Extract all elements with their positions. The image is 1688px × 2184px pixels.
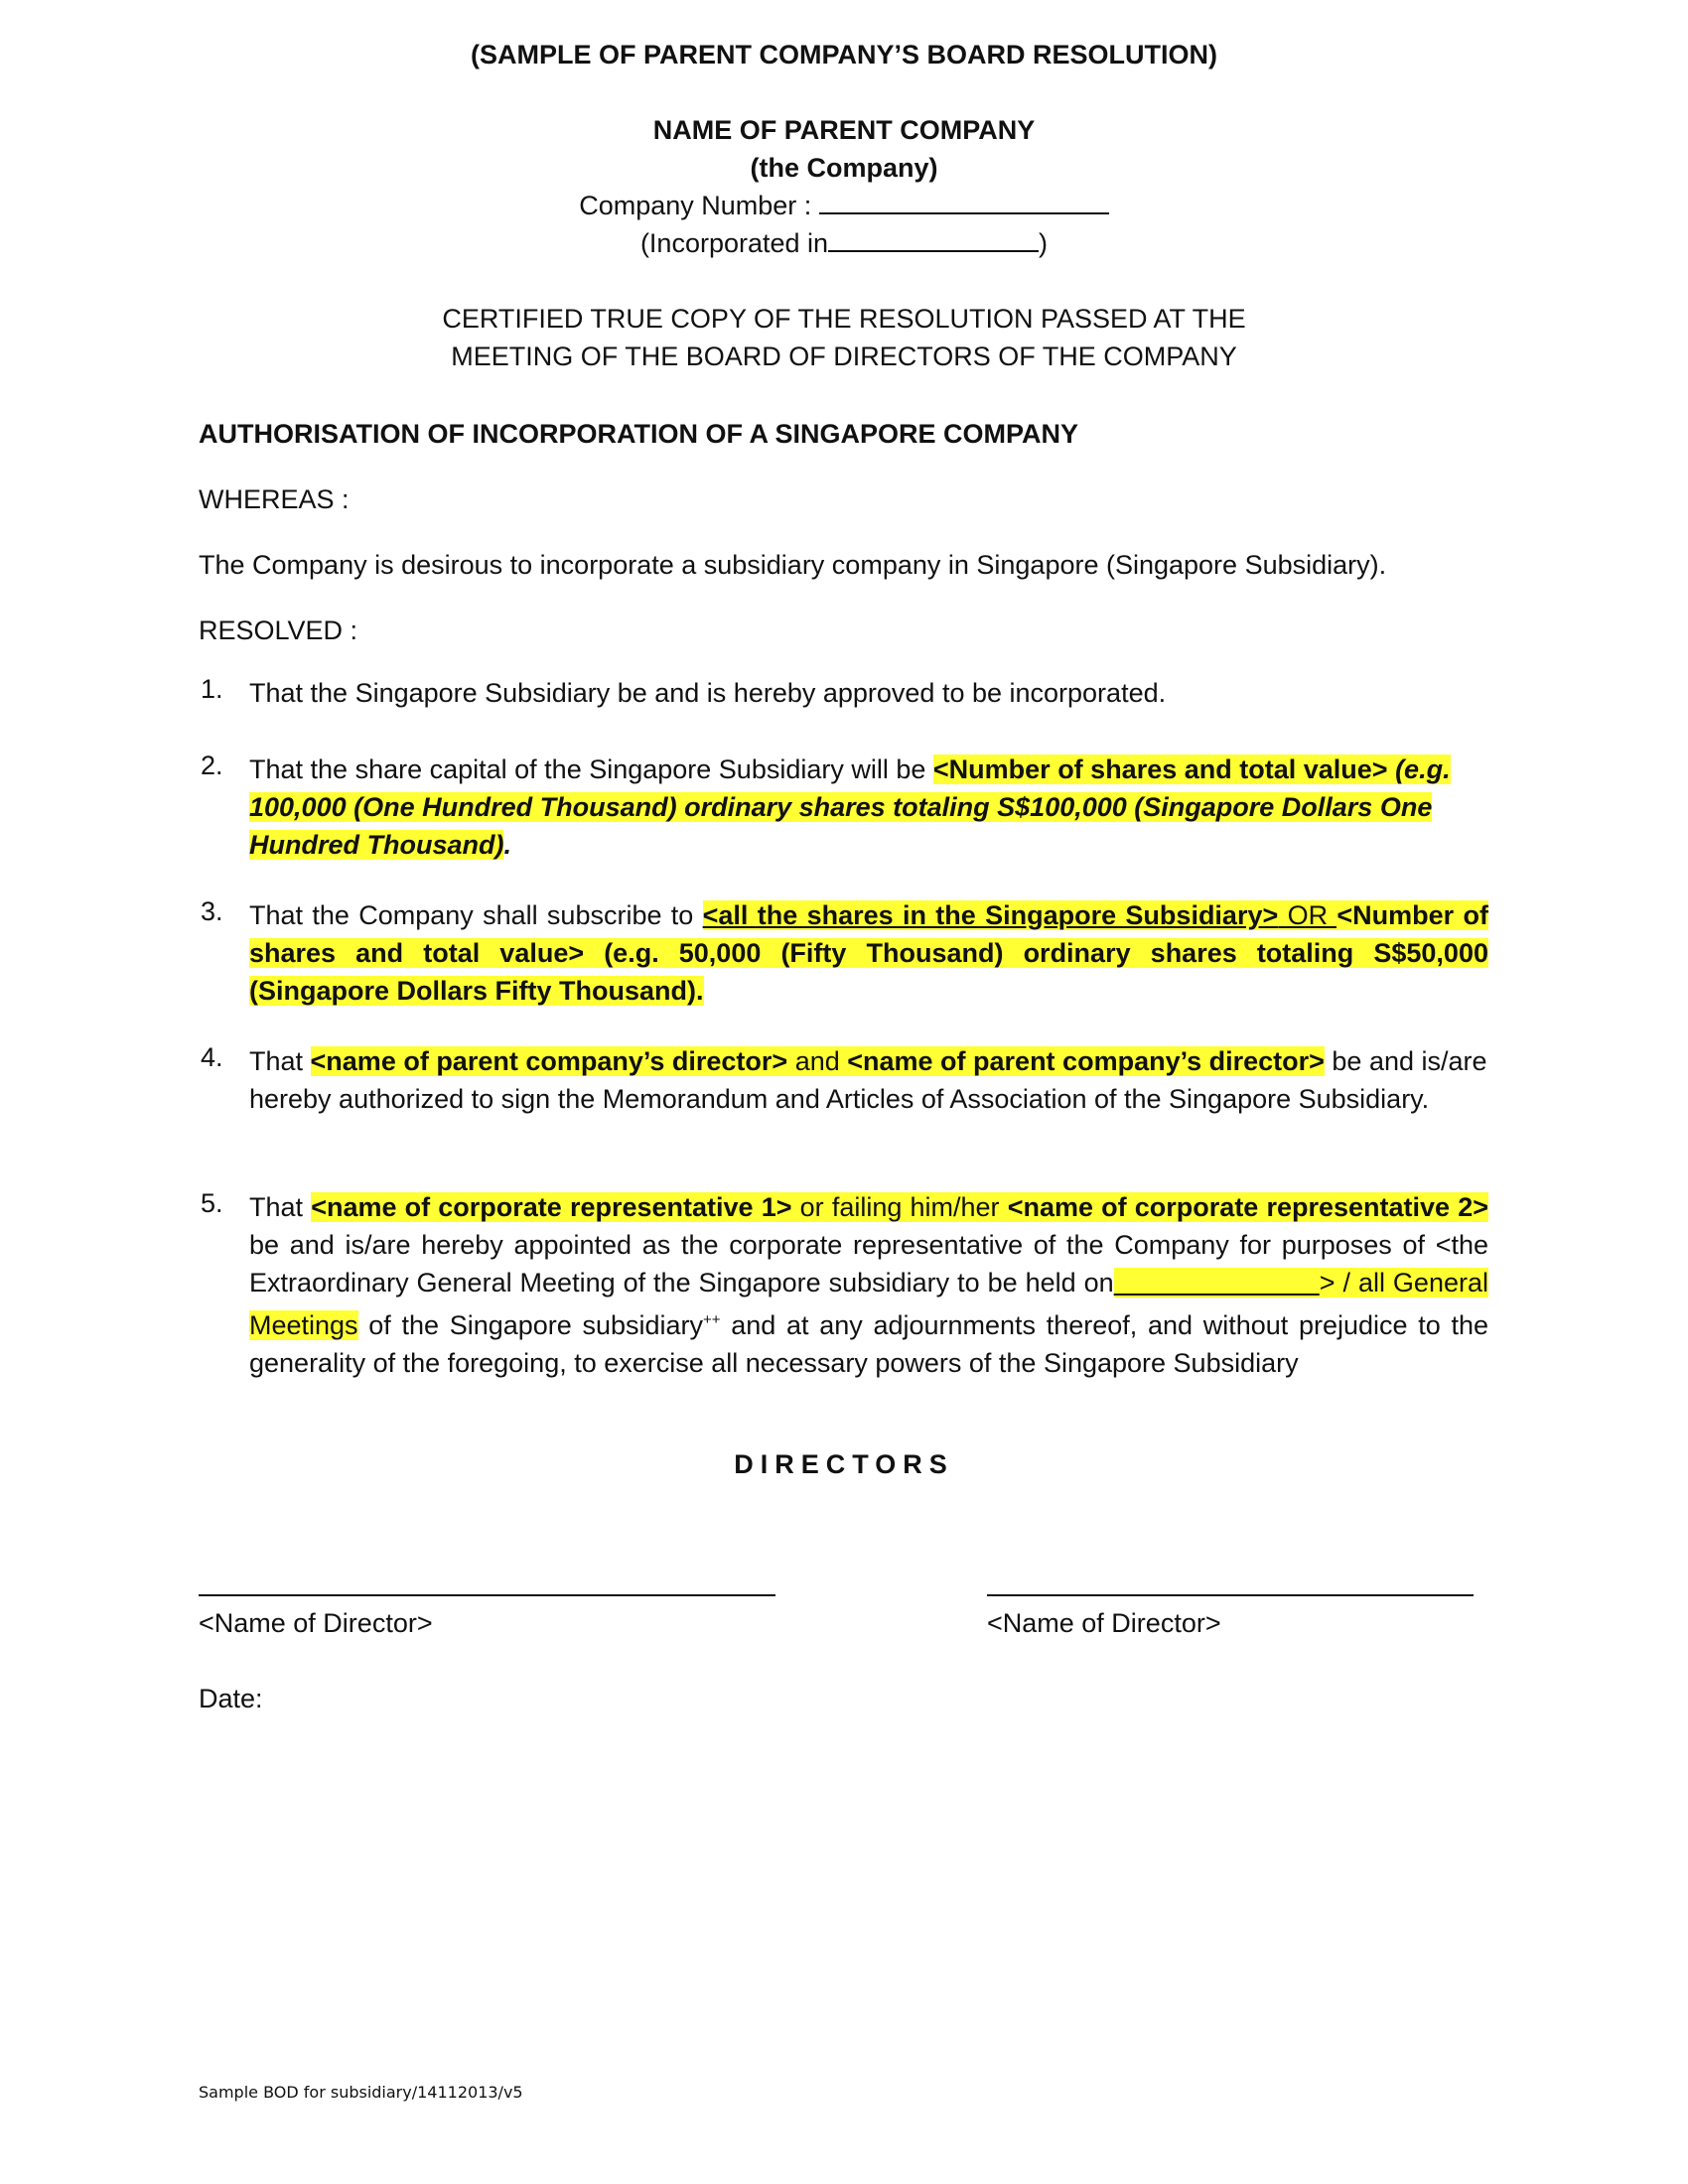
- sample-title: (SAMPLE OF PARENT COMPANY’S BOARD RESOLUTION): [470, 40, 1217, 69]
- share-capital-placeholder: <Number of shares and total value>: [932, 754, 1388, 784]
- whereas-label: WHEREAS :: [199, 484, 350, 514]
- footer-reference: Sample BOD for subsidiary/14112013/v5: [199, 2083, 523, 2102]
- footnote-marker: ++: [703, 1311, 721, 1328]
- all-general-meetings: > / all General Meetings: [249, 1268, 1488, 1340]
- number-shares-placeholder: <Number of shares and total value> (e.g. 50,000 (Fifty Thousand) ordinary shares totaling S$50,000 (Singapore Dollars Fifty Thousand).: [249, 900, 1488, 1006]
- item-number: 5.: [201, 1188, 223, 1218]
- item-lead: That: [249, 1192, 312, 1222]
- section-title: AUTHORISATION OF INCORPORATION OF A SINGAPORE COMPANY: [199, 419, 1079, 449]
- director-b-placeholder: <name of parent company’s director>: [847, 1046, 1325, 1076]
- item-number: 2.: [201, 751, 223, 780]
- item-lead: That the share capital of the Singapore Subsidiary will be: [249, 754, 933, 784]
- subsidiary-text: of the Singapore subsidiary: [357, 1310, 704, 1340]
- company-alias: (the Company): [750, 153, 938, 183]
- whereas-text: The Company is desirous to incorporate a subsidiary company in Singapore (Singapore Subsidiary).: [199, 550, 1387, 580]
- item-text: [249, 1188, 1488, 1382]
- item-number: 4.: [201, 1042, 223, 1072]
- failing-connector: or failing him/her: [791, 1192, 1008, 1222]
- company-number-line: [0, 191, 1688, 221]
- certified-line-1: CERTIFIED TRUE COPY OF THE RESOLUTION PASSED AT THE: [442, 304, 1246, 334]
- item-text: [249, 1042, 1488, 1118]
- meeting-date-blank[interactable]: [1114, 1268, 1320, 1297]
- powers-text: and at any adjournments thereof, and without prejudice to the generality of the foregoing, to exercise all necessary powers of the Singapore Subsidiary: [249, 1310, 1488, 1378]
- directors-heading: DIRECTORS: [734, 1449, 954, 1479]
- item-text: [249, 751, 1488, 864]
- item-number: 3.: [201, 896, 223, 926]
- company-name: NAME OF PARENT COMPANY: [652, 115, 1036, 145]
- director-name-right: <Name of Director>: [987, 1608, 1221, 1638]
- item-lead: That the Company shall subscribe to: [249, 900, 703, 930]
- share-capital-example: (e.g. 100,000 (One Hundred Thousand) ordinary shares totaling S$100,000 (Singapore Dollars One Hundred Thousand): [249, 754, 1451, 860]
- resolved-label: RESOLVED :: [199, 615, 358, 645]
- purpose-text: be and is/are hereby appointed as the corporate representative of the Company for purposes of <the Extraordinary General Meeting of the Singapore subsidiary to be held on: [249, 1230, 1488, 1297]
- incorporated-suffix: ): [1039, 228, 1049, 258]
- director-a-placeholder: <name of parent company’s director>: [310, 1046, 788, 1076]
- item-text: [249, 896, 1488, 1010]
- incorporated-prefix: (Incorporated in: [639, 228, 829, 258]
- all-shares-placeholder: <all the shares in the Singapore Subsidiary>: [702, 900, 1279, 930]
- company-number-field[interactable]: [819, 191, 1109, 214]
- company-number-label: Company Number :: [579, 191, 819, 220]
- item-lead: That: [249, 1046, 311, 1076]
- and-connector: and: [787, 1046, 848, 1076]
- or-connector: OR: [1278, 900, 1337, 930]
- signature-line-left[interactable]: [199, 1594, 775, 1596]
- incorporated-line: [0, 228, 1688, 259]
- item-number: 1.: [201, 674, 223, 704]
- director-name-left: <Name of Director>: [199, 1608, 433, 1638]
- representative-1-placeholder: <name of corporate representative 1>: [311, 1192, 792, 1222]
- signature-line-right[interactable]: [987, 1594, 1474, 1596]
- item-tail: be and is/are hereby authorized to sign the Memorandum and Articles of Association of the Singapore Subsidiary.: [249, 1046, 1487, 1114]
- incorporated-field[interactable]: [828, 228, 1039, 252]
- date-label: Date:: [199, 1684, 263, 1713]
- item-tail: .: [503, 830, 511, 860]
- certified-line-2: MEETING OF THE BOARD OF DIRECTORS OF THE COMPANY: [451, 341, 1237, 371]
- item-text: That the Singapore Subsidiary be and is hereby approved to be incorporated.: [249, 678, 1167, 708]
- representative-2-placeholder: <name of corporate representative 2>: [1007, 1192, 1489, 1222]
